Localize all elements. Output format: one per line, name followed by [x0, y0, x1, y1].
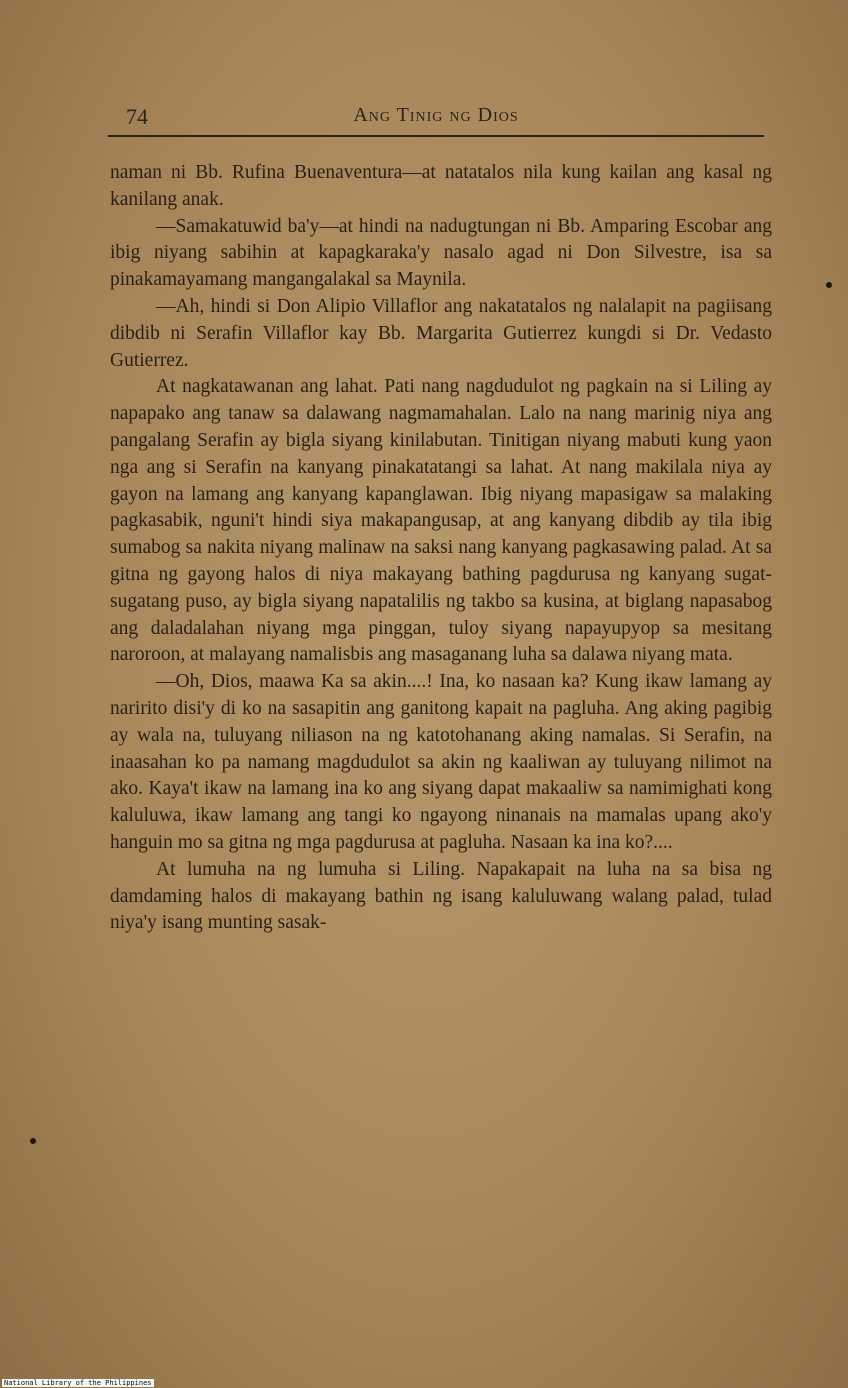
paragraph-2: —Samakatuwid ba'y—at hindi na nadugtungan ni Bb. Amparing Escobar ang ibig niyang sabihin at kapagkaraka'y nasalo agad ni Don Silvestre, isa sa pinakamayamang mangangalakal sa Maynila. — [110, 215, 772, 291]
page-number: 74 — [126, 104, 148, 129]
library-credit: National Library of the Philippines — [4, 1379, 152, 1387]
paragraph-4: At nagkatawanan ang lahat. Pati nang nagdudulot ng pagkain na si Liling ay napapako ang tanaw sa dalawang nagmamahalan. Lalo na nang marinig niya ang pangalang Serafin ay bigla siyang kinilabutan. Tinitigan niyang mabuti kung yaon nga ang si Serafin na kanyang pinakatatangi sa lahat. At nang makilala niya ay gayon na lamang ang kanyang kapanglawan. Ibig niyang mapasigaw sa malaking pagkasabik, nguni't hindi siya makapangusap, at ang kanyang dibdib ay tila ibig sumabog sa nakita niyang malinaw na saksi nang kanyang pagkasawing palad. At sa gitna ng gayong halos di niya makayang bathing pagdurusa ng kanyang sugat-sugatang puso, ay bigla siyang napatalilis ng takbo sa kusina, at biglang napasabog ang daladalahan niyang mga pinggan, tuloy siyang napayupyop sa mesitang naroroon, at malayang namalisbis ang masaganang luha sa dalawa niyang mata. — [110, 376, 772, 666]
margin-speck — [30, 1138, 36, 1144]
paragraph-6: At lumuha na ng lumuha si Liling. Napakapait na luha na sa bisa ng damdaming halos di makayang bathin ng isang kaluluwang walang palad, tulad niya'y isang munting sasak- — [110, 858, 772, 934]
paragraph-5: —Oh, Dios, maawa Ka sa akin....! Ina, ko nasaan ka? Kung ikaw lamang ay naririto disi'y di ko na sasapitin ang ganitong kapait na pagluha. Ang aking pagibig ay wala na, tuluyang niliason na ng katotohanang aking namalas. Si Serafin, na inaasahan ko pa namang magdudulot sa akin ng kaaliwan ay tuluyang nilimot na ako. Kaya't ikaw na lamang ina ko ang siyang dapat makaaliw sa namimighati kong kaluluwa, ikaw lamang ang tangi ko ngayong ninanais na mamalas upang ako'y hanguin mo sa gitna ng mga pagdurusa at pagluha. Nasaan ka ina ko?.... — [110, 671, 772, 853]
header-rule — [108, 135, 764, 137]
paragraph-3: —Ah, hindi si Don Alipio Villaflor ang nakatatalos ng nalalapit na pagiisang dibdib ni Serafin Villaflor kay Bb. Margarita Gutierrez kungdi si Dr. Vedasto Gutierrez. — [110, 295, 772, 371]
running-title: Ang Tinig ng Dios — [353, 104, 519, 126]
paragraph-1: naman ni Bb. Rufina Buenaventura—at natatalos nila kung kailan ang kasal ng kanilang anak. — [110, 162, 772, 210]
page-header — [108, 104, 764, 134]
body-text — [110, 160, 772, 937]
margin-speck — [826, 282, 832, 288]
